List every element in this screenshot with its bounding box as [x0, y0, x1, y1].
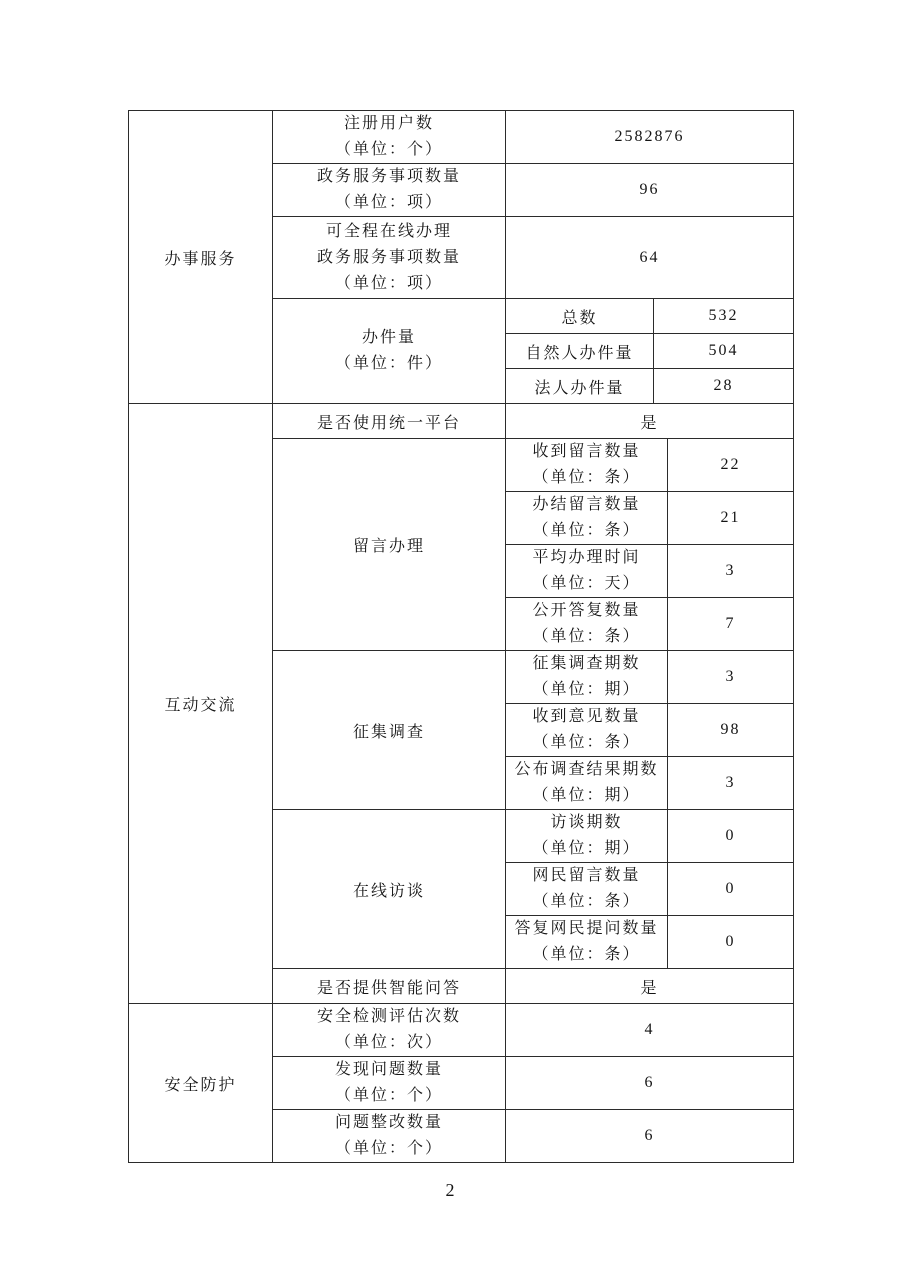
sub-item-cell — [506, 757, 668, 810]
value-cell: 504 — [654, 334, 794, 369]
group-unit-line: （单位：件） — [334, 355, 443, 372]
sub-item-cell: 法人办件量 — [506, 369, 654, 404]
sub-item-line: 收到留言数量 — [532, 443, 641, 460]
value-cell: 21 — [668, 492, 794, 545]
sub-item-cell — [506, 598, 668, 651]
sub-item-line: 答复网民提问数量 — [514, 920, 659, 937]
item-unit-line: （单位：项） — [334, 274, 443, 292]
category-label: 互动交流 — [164, 697, 237, 714]
item-unit-line: （单位：项） — [334, 194, 443, 211]
sub-item-cell — [506, 810, 668, 863]
sub-item-unit: （单位：期） — [532, 681, 641, 698]
sub-item-cell — [506, 545, 668, 598]
value-cell: 4 — [506, 1004, 794, 1057]
item-label-cell — [273, 1110, 506, 1163]
sub-item-cell — [506, 916, 668, 969]
category-cell-security — [129, 1004, 273, 1163]
item-label-cell: 是否提供智能问答 — [273, 969, 506, 1004]
group-label-line: 办件量 — [361, 329, 416, 346]
sub-item-line: 平均办理时间 — [532, 549, 641, 566]
category-label: 办事服务 — [164, 250, 237, 268]
sub-item-unit: （单位：条） — [532, 469, 641, 486]
item-unit-line: （单位：个） — [334, 141, 443, 158]
value-cell: 3 — [668, 757, 794, 810]
group-label-cell: 征集调查 — [273, 651, 506, 810]
sub-item-line: 征集调查期数 — [532, 655, 641, 672]
value-cell: 28 — [654, 369, 794, 404]
item-label-line: 政务服务事项数量 — [316, 248, 461, 266]
table-row — [129, 111, 794, 164]
category-cell-interaction — [129, 404, 273, 1004]
sub-item-cell — [506, 439, 668, 492]
item-label-line: 政务服务事项数量 — [316, 168, 461, 185]
sub-item-line: 公布调查结果期数 — [514, 761, 659, 778]
value-cell: 0 — [668, 810, 794, 863]
sub-item-line: 公开答复数量 — [532, 602, 641, 619]
item-label-line: 安全检测评估次数 — [316, 1008, 461, 1025]
item-label-line: 注册用户数 — [343, 115, 434, 132]
value-cell: 22 — [668, 439, 794, 492]
value-cell: 是 — [506, 404, 794, 439]
value-cell: 532 — [654, 299, 794, 334]
sub-item-cell — [506, 651, 668, 704]
page-number: 2 — [445, 1180, 455, 1200]
sub-item-line: 访谈期数 — [550, 814, 623, 831]
value-cell: 64 — [506, 217, 794, 299]
sub-item-cell: 总数 — [506, 299, 654, 334]
item-label-cell: 是否使用统一平台 — [273, 404, 506, 439]
item-unit-line: （单位：次） — [334, 1034, 443, 1051]
group-label-cell: 留言办理 — [273, 439, 506, 651]
category-label: 安全防护 — [164, 1076, 237, 1094]
table-row — [129, 404, 794, 439]
item-label-cell — [273, 1057, 506, 1110]
value-cell: 7 — [668, 598, 794, 651]
item-label-line: 发现问题数量 — [334, 1061, 443, 1078]
sub-item-cell: 自然人办件量 — [506, 334, 654, 369]
value-cell: 0 — [668, 916, 794, 969]
sub-item-line: 收到意见数量 — [532, 708, 641, 725]
item-label-cell — [273, 1004, 506, 1057]
item-label-line: 问题整改数量 — [334, 1114, 443, 1131]
item-label-cell — [273, 217, 506, 299]
sub-item-unit: （单位：条） — [532, 946, 641, 963]
group-label-cell: 在线访谈 — [273, 810, 506, 969]
sub-item-line: 办结留言数量 — [532, 496, 641, 513]
value-cell: 96 — [506, 164, 794, 217]
item-unit-line: （单位：个） — [334, 1140, 443, 1157]
report-table-container — [128, 110, 794, 1163]
sub-item-unit: （单位：条） — [532, 734, 641, 751]
category-cell-service — [129, 111, 273, 404]
value-cell: 是 — [506, 969, 794, 1004]
sub-item-unit: （单位：条） — [532, 893, 641, 910]
value-cell: 0 — [668, 863, 794, 916]
group-label-cell — [273, 299, 506, 404]
table-row — [129, 1004, 794, 1057]
item-label-cell — [273, 164, 506, 217]
item-unit-line: （单位：个） — [334, 1087, 443, 1104]
value-cell: 98 — [668, 704, 794, 757]
value-cell: 6 — [506, 1110, 794, 1163]
item-label-line: 可全程在线办理 — [325, 222, 452, 240]
sub-item-cell — [506, 863, 668, 916]
value-cell: 3 — [668, 545, 794, 598]
value-cell: 2582876 — [506, 111, 794, 164]
statistics-table — [128, 110, 794, 1163]
value-cell: 3 — [668, 651, 794, 704]
sub-item-line: 网民留言数量 — [532, 867, 641, 884]
sub-item-cell — [506, 704, 668, 757]
sub-item-unit: （单位：天） — [532, 575, 641, 592]
sub-item-cell — [506, 492, 668, 545]
sub-item-unit: （单位：期） — [532, 840, 641, 857]
sub-item-unit: （单位：条） — [532, 628, 641, 645]
value-cell: 6 — [506, 1057, 794, 1110]
sub-item-unit: （单位：期） — [532, 787, 641, 804]
item-label-cell — [273, 111, 506, 164]
sub-item-unit: （单位：条） — [532, 522, 641, 539]
